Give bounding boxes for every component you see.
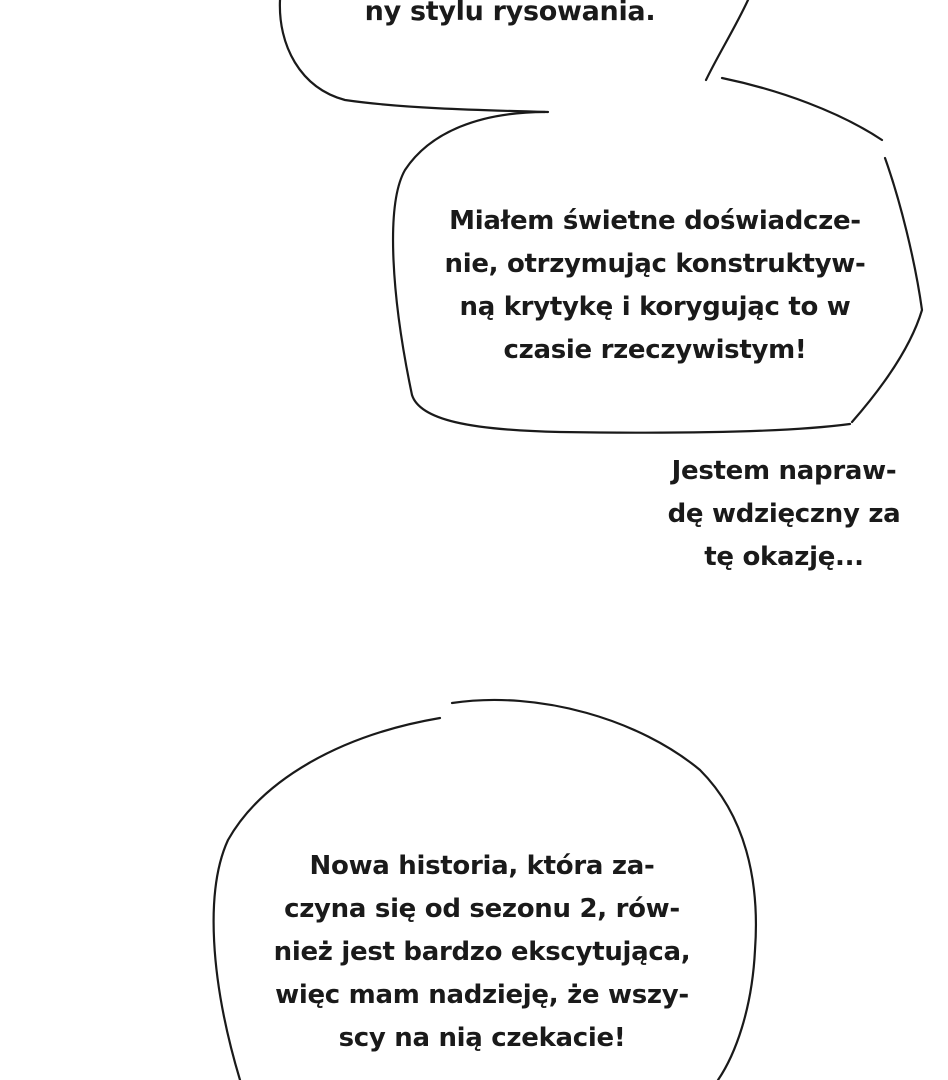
caption-line: dę wdzięczny za — [667, 499, 901, 529]
bubble-middle-text — [420, 200, 890, 372]
caption-line: tę okazję... — [704, 542, 864, 572]
bubble-middle-line: nie, otrzymując konstruktyw- — [444, 249, 866, 279]
bubble-top-line: ny stylu rysowania. — [364, 0, 656, 27]
bubble-bottom-line: nież jest bardzo ekscytująca, — [273, 937, 691, 967]
floating-caption-text — [650, 450, 918, 579]
bubble-top-tail-stroke — [706, 0, 748, 80]
bubble-bottom-text — [248, 845, 716, 1060]
bubble-top-text — [330, 0, 690, 33]
bubble-bottom-line: więc mam nadzieję, że wszy- — [275, 980, 689, 1010]
bubble-bottom-line: Nowa historia, która za- — [309, 851, 655, 881]
bubble-middle-line: ną krytykę i korygując to w — [459, 292, 851, 322]
bubble-middle-line: czasie rzeczywistym! — [503, 335, 807, 365]
bubble-middle-line: Miałem świetne doświadcze- — [449, 206, 861, 236]
bubble-bottom-line: scy na nią czekacie! — [338, 1023, 626, 1053]
bubble-middle-top-right-stroke — [722, 78, 882, 140]
bubble-bottom-line: czyna się od sezonu 2, rów- — [284, 894, 680, 924]
caption-line: Jestem napraw- — [671, 456, 897, 486]
